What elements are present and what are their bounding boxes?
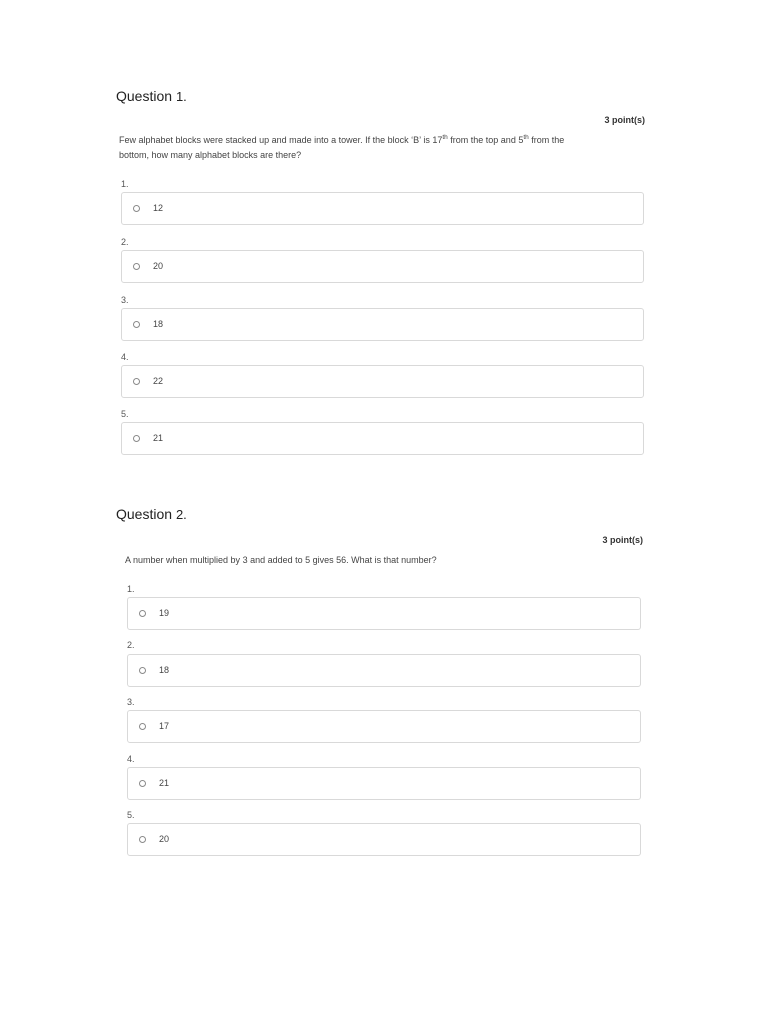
radio-button[interactable] (139, 667, 146, 674)
answer-option-2[interactable] (121, 250, 644, 283)
question-number: 1. (175, 89, 187, 104)
radio-button[interactable] (133, 205, 140, 212)
option-label: 18 (159, 665, 170, 675)
superscript: th (442, 134, 448, 141)
question-text-part: Few alphabet blocks were stacked up and made into a tower. If the block ‘B’ is 17 (119, 135, 443, 145)
points-badge: 3 point(s) (602, 535, 643, 545)
radio-button[interactable] (133, 435, 140, 442)
radio-button[interactable] (133, 321, 140, 328)
option-label: 21 (159, 778, 170, 788)
question-text-part: from the top and 5 (447, 135, 524, 145)
question-title-text: Question (116, 88, 173, 104)
radio-button[interactable] (139, 610, 146, 617)
question-text (119, 133, 639, 163)
option-label: 19 (159, 608, 170, 618)
option-number: 1. (121, 179, 129, 189)
option-number: 2. (121, 237, 129, 247)
option-number: 4. (127, 754, 135, 764)
superscript: th (523, 134, 529, 141)
question-text-part: from the (528, 135, 565, 145)
question-text: A number when multiplied by 3 and added to 5 gives 56. What is that number? (125, 555, 437, 565)
question-title-text: Question (116, 506, 173, 522)
question-number: 2. (175, 507, 187, 522)
question-text-part: bottom, how many alphabet blocks are there? (119, 150, 302, 160)
option-number: 3. (121, 295, 129, 305)
option-label: 21 (153, 433, 164, 443)
option-label: 18 (153, 319, 164, 329)
radio-button[interactable] (133, 378, 140, 385)
radio-button[interactable] (133, 263, 140, 270)
option-number: 1. (127, 584, 135, 594)
question-title (116, 88, 187, 104)
option-label: 20 (159, 834, 170, 844)
answer-option-2[interactable] (127, 654, 641, 687)
option-number: 5. (127, 810, 135, 820)
points-badge: 3 point(s) (604, 115, 645, 125)
option-number: 5. (121, 409, 129, 419)
radio-button[interactable] (139, 836, 146, 843)
answer-option-4[interactable] (127, 767, 641, 800)
option-number: 2. (127, 640, 135, 650)
option-number: 3. (127, 697, 135, 707)
option-label: 20 (153, 261, 164, 271)
option-label: 17 (159, 721, 170, 731)
option-label: 22 (153, 376, 164, 386)
answer-option-1[interactable] (127, 597, 641, 630)
answer-option-1[interactable] (121, 192, 644, 225)
answer-option-4[interactable] (121, 365, 644, 398)
answer-option-3[interactable] (121, 308, 644, 341)
answer-option-5[interactable] (127, 823, 641, 856)
answer-option-5[interactable] (121, 422, 644, 455)
option-number: 4. (121, 352, 129, 362)
option-label: 12 (153, 203, 164, 213)
radio-button[interactable] (139, 723, 146, 730)
question-title (116, 506, 187, 522)
answer-option-3[interactable] (127, 710, 641, 743)
radio-button[interactable] (139, 780, 146, 787)
